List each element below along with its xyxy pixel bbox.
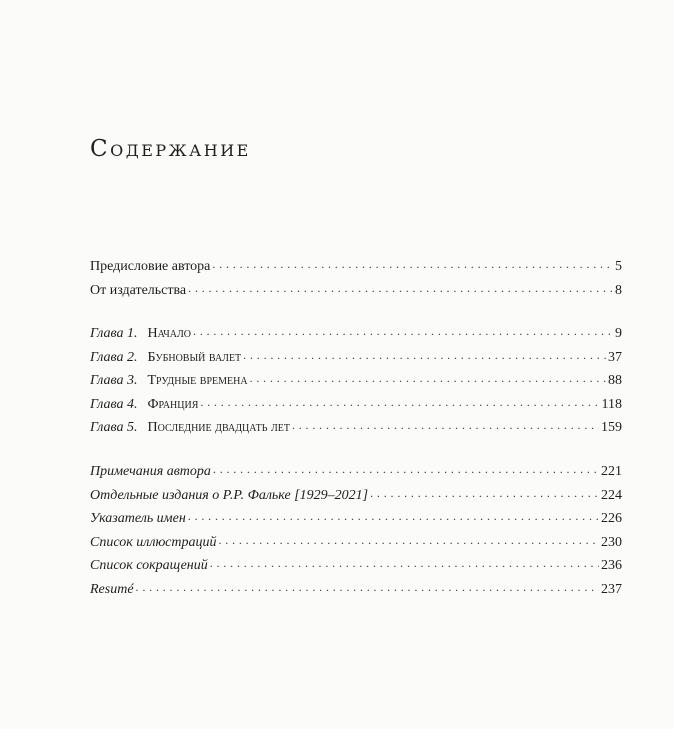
entry-label: Resumé — [90, 581, 134, 597]
toc-entry-chapter-5[interactable] — [90, 416, 622, 440]
dot-leader — [188, 280, 613, 294]
toc-entry-chapter-3[interactable] — [90, 369, 622, 393]
entry-label: Отдельные издания о Р.Р. Фальке [1929–2021] — [90, 487, 369, 503]
entry-label: Список иллюстраций — [90, 534, 217, 550]
dot-leader — [370, 485, 599, 499]
dot-leader — [193, 323, 613, 337]
page-number: 230 — [601, 534, 622, 550]
toc-entry-editions[interactable] — [90, 484, 622, 508]
dot-leader — [218, 532, 599, 546]
entry-label — [90, 393, 198, 417]
chapter-title: Начало — [147, 326, 192, 341]
dot-leader — [210, 555, 599, 569]
entry-label: Предисловие автора — [90, 259, 211, 274]
page-number: 226 — [601, 511, 622, 526]
chapter-number: Глава 1. — [90, 326, 138, 341]
page-number: 37 — [608, 349, 622, 365]
front-matter-list — [90, 255, 622, 302]
dot-leader — [243, 347, 606, 361]
toc-entry-abbreviations[interactable] — [90, 554, 622, 578]
page-number: 88 — [608, 373, 622, 388]
toc-entry-name-index[interactable] — [90, 507, 622, 531]
entry-label — [90, 369, 248, 393]
chapters-list — [90, 322, 622, 440]
dot-leader — [213, 461, 599, 475]
page-number: 237 — [601, 581, 622, 597]
toc-entry-chapter-1[interactable] — [90, 322, 622, 346]
chapter-title: Последние двадцать лет — [147, 420, 290, 435]
entry-label — [90, 322, 191, 346]
page-number: 224 — [601, 487, 622, 503]
page-number: 118 — [601, 396, 622, 412]
toc-entry-resume[interactable] — [90, 578, 622, 602]
back-matter-list — [90, 460, 622, 601]
entry-label: От издательства — [90, 282, 187, 298]
chapter-number: Глава 4. — [90, 396, 138, 412]
page-number: 8 — [615, 282, 622, 298]
chapter-number: Глава 5. — [90, 420, 138, 435]
dot-leader — [200, 394, 599, 408]
dot-leader — [136, 579, 599, 593]
dot-leader — [250, 370, 606, 384]
chapter-number: Глава 2. — [90, 349, 138, 365]
page-number: 221 — [601, 464, 622, 479]
chapter-title: Трудные времена — [147, 373, 248, 388]
toc-entry-preface[interactable] — [90, 255, 622, 279]
dot-leader — [212, 256, 613, 270]
toc-entry-author-notes[interactable] — [90, 460, 622, 484]
page-number: 9 — [615, 326, 622, 341]
chapter-title: Бубновый валет — [147, 349, 242, 365]
toc-entry-chapter-4[interactable] — [90, 393, 622, 417]
toc-entry-illustrations[interactable] — [90, 531, 622, 555]
toc-entry-publisher-note[interactable] — [90, 279, 622, 303]
entry-label: Примечания автора — [90, 464, 211, 479]
page-number: 159 — [601, 420, 622, 435]
chapter-title: Франция — [147, 396, 199, 412]
chapter-number: Глава 3. — [90, 373, 138, 388]
toc-entry-chapter-2[interactable] — [90, 346, 622, 370]
page-number: 5 — [615, 259, 622, 274]
dot-leader — [292, 417, 599, 431]
dot-leader — [188, 508, 599, 522]
entry-label — [90, 416, 290, 440]
page-title: Содержание — [90, 136, 251, 162]
page-number: 236 — [601, 558, 622, 573]
entry-label: Список сокращений — [90, 558, 208, 573]
entry-label: Указатель имен — [90, 511, 186, 526]
entry-label — [90, 346, 241, 370]
